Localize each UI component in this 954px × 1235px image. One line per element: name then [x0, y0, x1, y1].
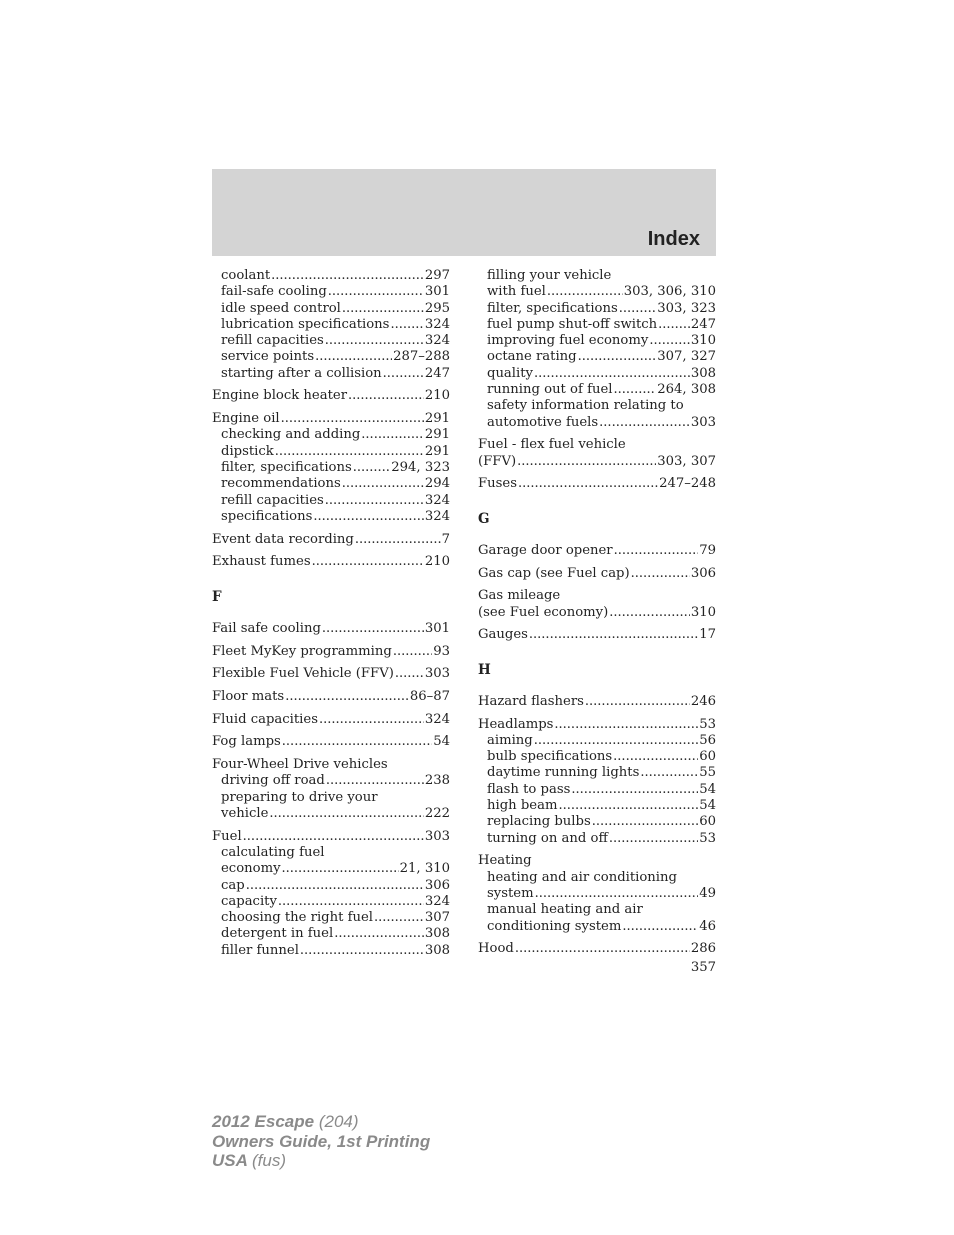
entry-page-ref: 7 [441, 531, 450, 547]
entry-page-ref: 287–288 [393, 349, 450, 365]
entry-page-ref: 303, 307 [657, 453, 716, 469]
entry-page-ref: 306 [424, 877, 450, 893]
index-subentry [478, 415, 716, 431]
dot-leader [322, 621, 424, 637]
index-subentry [212, 460, 450, 476]
dot-leader [631, 566, 690, 582]
index-entry-group [212, 829, 450, 959]
entry-page-ref: 310 [690, 604, 716, 620]
entry-text: Fuses [478, 476, 517, 492]
index-entry [478, 694, 716, 710]
dot-leader [342, 476, 424, 492]
dot-leader [535, 886, 699, 902]
footer-edition-info [212, 1112, 430, 1171]
entry-text: quality [487, 365, 533, 381]
entry-page-ref: 247 [690, 316, 716, 332]
entry-page-ref: 291 [424, 411, 450, 427]
index-letter-heading: H [478, 661, 491, 678]
entry-page-ref: 53 [699, 716, 716, 732]
index-subentry [212, 317, 450, 333]
entry-text: idle speed control [221, 300, 341, 316]
dot-leader [592, 814, 698, 830]
dot-leader [325, 493, 424, 509]
dot-leader [554, 717, 698, 733]
index-subentry [478, 333, 716, 349]
entry-page-ref: 324 [424, 492, 450, 508]
index-entry [478, 566, 716, 582]
index-subentry [212, 845, 450, 861]
entry-text: manual heating and air [487, 902, 643, 918]
index-subentry [212, 333, 450, 349]
index-entry-group [478, 853, 716, 934]
dot-leader [355, 532, 441, 548]
dot-leader [334, 926, 424, 942]
index-entry-group [212, 644, 450, 660]
section-title: Index [647, 228, 700, 250]
entry-text: Fuel [212, 828, 242, 844]
index-entry [212, 644, 450, 660]
entry-text: (see Fuel economy) [478, 604, 609, 620]
entry-text: Fleet MyKey programming [212, 643, 392, 659]
dot-leader [609, 831, 698, 847]
dot-leader [395, 666, 424, 682]
entry-text: daytime running lights [487, 765, 640, 781]
entry-page-ref: 210 [424, 554, 450, 570]
entry-text: Gauges [478, 627, 528, 643]
entry-text: specifications [221, 508, 313, 524]
entry-text: detergent in fuel [221, 926, 334, 942]
index-entry-group [478, 941, 716, 957]
dot-leader [613, 382, 656, 398]
index-subentry [478, 268, 716, 284]
dot-leader [383, 366, 424, 382]
entry-text: service points [221, 349, 315, 365]
entry-text: aiming [487, 732, 533, 748]
index-entry-group [212, 532, 450, 548]
dot-leader [326, 773, 424, 789]
index-subentry [212, 366, 450, 382]
entry-text: driving off road [221, 773, 325, 789]
dot-leader [534, 733, 698, 749]
entry-page-ref: 54 [699, 798, 716, 814]
index-column-left [212, 268, 450, 965]
entry-text: heating and air conditioning [487, 869, 677, 885]
index-entry [212, 829, 450, 845]
dot-leader [278, 894, 424, 910]
dot-leader [599, 415, 690, 431]
entry-text: recommendations [221, 476, 341, 492]
dot-leader [353, 460, 391, 476]
index-subentry [478, 366, 716, 382]
entry-text: cap [221, 877, 245, 893]
dot-leader [374, 910, 424, 926]
index-entry [212, 388, 450, 404]
entry-page-ref: 303 [424, 828, 450, 844]
dot-leader [609, 605, 690, 621]
index-subentry [478, 831, 716, 847]
entry-page-ref: 79 [699, 542, 716, 558]
dot-leader [275, 444, 424, 460]
index-entry [212, 734, 450, 750]
entry-page-ref: 308 [424, 942, 450, 958]
entry-page-ref: 303 [690, 414, 716, 430]
index-subentry [212, 268, 450, 284]
entry-text: with fuel [487, 284, 546, 300]
dot-leader [515, 941, 690, 957]
header-band [212, 169, 716, 256]
index-entry-group [478, 476, 716, 492]
index-subentry [478, 317, 716, 333]
index-entry [478, 543, 716, 559]
dot-leader [578, 349, 657, 365]
index-entry-group [212, 621, 450, 637]
entry-text: high beam [487, 798, 558, 814]
entry-text: Gas mileage [478, 588, 561, 604]
index-entry-group [212, 712, 450, 728]
entry-page-ref: 210 [424, 388, 450, 404]
entry-text: Four-Wheel Drive vehicles [212, 757, 388, 773]
entry-text: choosing the right fuel [221, 910, 374, 926]
entry-text: vehicle [221, 805, 269, 821]
index-subentry [212, 878, 450, 894]
dot-leader [518, 476, 658, 492]
dot-leader [285, 689, 409, 705]
index-subentry [212, 790, 450, 806]
dot-leader [313, 509, 423, 525]
index-entry-group [212, 268, 450, 382]
index-subentry [212, 861, 450, 877]
index-entry [478, 454, 716, 470]
entry-text: safety information relating to [487, 398, 684, 414]
entry-text: Engine oil [212, 411, 280, 427]
dot-leader [315, 349, 392, 365]
entry-text: automotive fuels [487, 414, 599, 430]
index-entry [478, 627, 716, 643]
dot-leader [246, 878, 424, 894]
entry-page-ref: 247 [424, 365, 450, 381]
dot-leader [361, 427, 424, 443]
dot-leader [243, 829, 424, 845]
entry-text: Gas cap (see Fuel cap) [478, 565, 630, 581]
dot-leader [282, 861, 399, 877]
entry-text: filler funnel [221, 942, 299, 958]
dot-leader [300, 943, 424, 959]
entry-page-ref: 324 [424, 893, 450, 909]
index-subentry [212, 284, 450, 300]
entry-text: Flexible Fuel Vehicle (FFV) [212, 666, 394, 682]
entry-page-ref: 54 [433, 734, 450, 750]
entry-text: Heating [478, 853, 532, 869]
dot-leader [658, 317, 690, 333]
entry-text: octane rating [487, 349, 577, 365]
index-entry-group [478, 437, 716, 470]
entry-text: lubrication specifications [221, 316, 390, 332]
dot-leader [613, 749, 698, 765]
dot-leader [325, 333, 424, 349]
index-subentry [212, 943, 450, 959]
index-letter-heading: F [212, 588, 222, 605]
entry-page-ref: 56 [699, 732, 716, 748]
entry-text: filter, specifications [487, 300, 618, 316]
index-entry [212, 532, 450, 548]
dot-leader [348, 388, 424, 404]
entry-text: Fog lamps [212, 734, 281, 750]
entry-page-ref: 295 [424, 300, 450, 316]
entry-text: capacity [221, 893, 277, 909]
dot-leader [529, 627, 698, 643]
entry-text: checking and adding [221, 427, 361, 443]
entry-page-ref: 303, 306, 310 [623, 284, 716, 300]
entry-text: coolant [221, 268, 271, 283]
entry-text: flash to pass [487, 781, 571, 797]
entry-page-ref: 308 [690, 365, 716, 381]
entry-page-ref: 301 [424, 284, 450, 300]
entry-text: (FFV) [478, 453, 517, 469]
entry-page-ref: 55 [699, 765, 716, 781]
index-letter-heading: G [478, 510, 490, 527]
index-subentry [478, 733, 716, 749]
entry-page-ref: 17 [699, 627, 716, 643]
entry-page-ref: 324 [424, 508, 450, 524]
entry-page-ref: 301 [424, 620, 450, 636]
footer-line-1 [212, 1112, 430, 1132]
dot-leader [547, 284, 623, 300]
dot-leader [614, 543, 699, 559]
dot-leader [328, 284, 424, 300]
index-entry [212, 757, 450, 773]
footer-model-code: (204) [318, 1112, 359, 1131]
entry-page-ref: 308 [424, 926, 450, 942]
dot-leader [649, 333, 690, 349]
index-entry [478, 717, 716, 733]
index-entry-group [212, 666, 450, 682]
index-subentry [478, 919, 716, 935]
footer-model: 2012 Escape [212, 1112, 315, 1131]
entry-text: Fluid capacities [212, 711, 318, 727]
entry-text: Engine block heater [212, 388, 348, 404]
index-subentry [212, 773, 450, 789]
index-entry-group [212, 689, 450, 705]
dot-leader [619, 301, 657, 317]
entry-text: Fail safe cooling [212, 620, 321, 636]
entry-page-ref: 54 [699, 781, 716, 797]
dot-leader [393, 644, 432, 660]
entry-text: dipstick [221, 443, 274, 459]
entry-page-ref: 86–87 [409, 688, 450, 704]
index-entry [478, 941, 716, 957]
entry-page-ref: 324 [424, 333, 450, 349]
entry-text: filter, specifications [221, 460, 352, 476]
index-entry [212, 712, 450, 728]
entry-page-ref: 307, 327 [657, 349, 716, 365]
index-subentry [212, 806, 450, 822]
entry-text: Event data recording [212, 531, 354, 547]
index-subentry [478, 398, 716, 414]
entry-page-ref: 238 [424, 773, 450, 789]
index-subentry [478, 886, 716, 902]
entry-page-ref: 291 [424, 427, 450, 443]
entry-text: system [487, 885, 534, 901]
dot-leader [342, 301, 424, 317]
footer-market-code: (fus) [252, 1151, 286, 1170]
index-entry-group [478, 694, 716, 710]
entry-page-ref: 303, 323 [657, 300, 716, 316]
entry-page-ref: 294 [424, 476, 450, 492]
dot-leader [312, 554, 424, 570]
entry-text: refill capacities [221, 492, 324, 508]
index-subentry [212, 493, 450, 509]
index-entry [478, 605, 716, 621]
dot-leader [281, 411, 424, 427]
dot-leader [282, 734, 432, 750]
entry-page-ref: 246 [690, 693, 716, 709]
index-subentry [478, 902, 716, 918]
index-entry-group [478, 268, 716, 431]
footer-line-3 [212, 1151, 430, 1171]
entry-text: Headlamps [478, 716, 554, 732]
index-subentry [212, 301, 450, 317]
index-entry-group [478, 588, 716, 621]
entry-page-ref: 310 [690, 333, 716, 349]
entry-text: refill capacities [221, 333, 324, 349]
index-entry-group [212, 411, 450, 525]
index-subentry [478, 301, 716, 317]
index-entry [212, 621, 450, 637]
entry-text: economy [221, 861, 281, 877]
index-subentry [212, 444, 450, 460]
entry-text: turning on and off [487, 830, 608, 846]
entry-text: calculating fuel [221, 844, 325, 860]
index-entry [478, 853, 716, 869]
index-entry [478, 437, 716, 453]
index-subentry [212, 476, 450, 492]
index-entry [212, 666, 450, 682]
dot-leader [558, 798, 698, 814]
dot-leader [534, 366, 690, 382]
entry-text: improving fuel economy [487, 333, 649, 349]
entry-page-ref: 294, 323 [391, 460, 450, 476]
entry-text: Floor mats [212, 688, 285, 704]
index-subentry [212, 427, 450, 443]
index-entry [212, 554, 450, 570]
index-subentry [478, 284, 716, 300]
index-entry [212, 689, 450, 705]
entry-page-ref: 306 [690, 565, 716, 581]
index-subentry [478, 382, 716, 398]
index-entry-group [478, 566, 716, 582]
entry-text: Hood [478, 941, 514, 957]
index-subentry [212, 910, 450, 926]
entry-page-ref: 60 [699, 814, 716, 830]
index-subentry [212, 894, 450, 910]
entry-page-ref: 46 [699, 918, 716, 934]
index-subentry [478, 814, 716, 830]
entry-page-ref: 49 [699, 885, 716, 901]
entry-page-ref: 303 [424, 666, 450, 682]
entry-page-ref: 297 [424, 268, 450, 283]
entry-page-ref: 286 [690, 941, 716, 957]
index-entry [478, 588, 716, 604]
entry-text: conditioning system [487, 918, 622, 934]
entry-text: fuel pump shut-off switch [487, 316, 658, 332]
index-entry-group [478, 627, 716, 643]
dot-leader [571, 782, 698, 798]
index-subentry [212, 509, 450, 525]
entry-text: Garage door opener [478, 542, 613, 558]
index-entry-group [212, 757, 450, 822]
entry-page-ref: 247–248 [659, 476, 716, 492]
entry-text: starting after a collision [221, 365, 382, 381]
entry-text: filling your vehicle [487, 268, 612, 283]
entry-text: Hazard flashers [478, 693, 584, 709]
dot-leader [319, 712, 424, 728]
index-entry [212, 411, 450, 427]
dot-leader [271, 268, 424, 284]
page-number: 357 [690, 960, 716, 975]
entry-text: fail-safe cooling [221, 284, 327, 300]
dot-leader [622, 919, 698, 935]
entry-page-ref: 21, 310 [399, 861, 450, 877]
index-subentry [478, 798, 716, 814]
index-subentry [478, 765, 716, 781]
entry-text: Exhaust fumes [212, 554, 311, 570]
entry-page-ref: 291 [424, 443, 450, 459]
index-entry-group [212, 388, 450, 404]
entry-page-ref: 324 [424, 316, 450, 332]
index-column-right [478, 268, 716, 964]
index-entry-group [212, 734, 450, 750]
index-subentry [212, 349, 450, 365]
entry-text: running out of fuel [487, 382, 613, 398]
dot-leader [390, 317, 423, 333]
entry-text: preparing to drive your [221, 789, 378, 805]
index-entry-group [478, 717, 716, 847]
entry-page-ref: 222 [424, 805, 450, 821]
dot-leader [585, 694, 690, 710]
dot-leader [640, 765, 698, 781]
index-entry-group [212, 554, 450, 570]
entry-page-ref: 53 [699, 830, 716, 846]
entry-page-ref: 93 [433, 643, 450, 659]
dot-leader [517, 454, 656, 470]
entry-page-ref: 60 [699, 749, 716, 765]
dot-leader [269, 806, 423, 822]
index-entry-group [478, 543, 716, 559]
footer-market: USA [212, 1151, 248, 1170]
index-subentry [212, 926, 450, 942]
footer-line-2: Owners Guide, 1st Printing [212, 1131, 431, 1151]
entry-text: bulb specifications [487, 749, 613, 765]
index-subentry [478, 349, 716, 365]
entry-page-ref: 264, 308 [657, 382, 716, 398]
entry-text: replacing bulbs [487, 814, 591, 830]
entry-page-ref: 324 [424, 711, 450, 727]
index-entry [478, 476, 716, 492]
index-subentry [478, 870, 716, 886]
entry-text: Fuel - flex fuel vehicle [478, 437, 626, 453]
index-subentry [478, 782, 716, 798]
index-subentry [478, 749, 716, 765]
entry-page-ref: 307 [424, 910, 450, 926]
